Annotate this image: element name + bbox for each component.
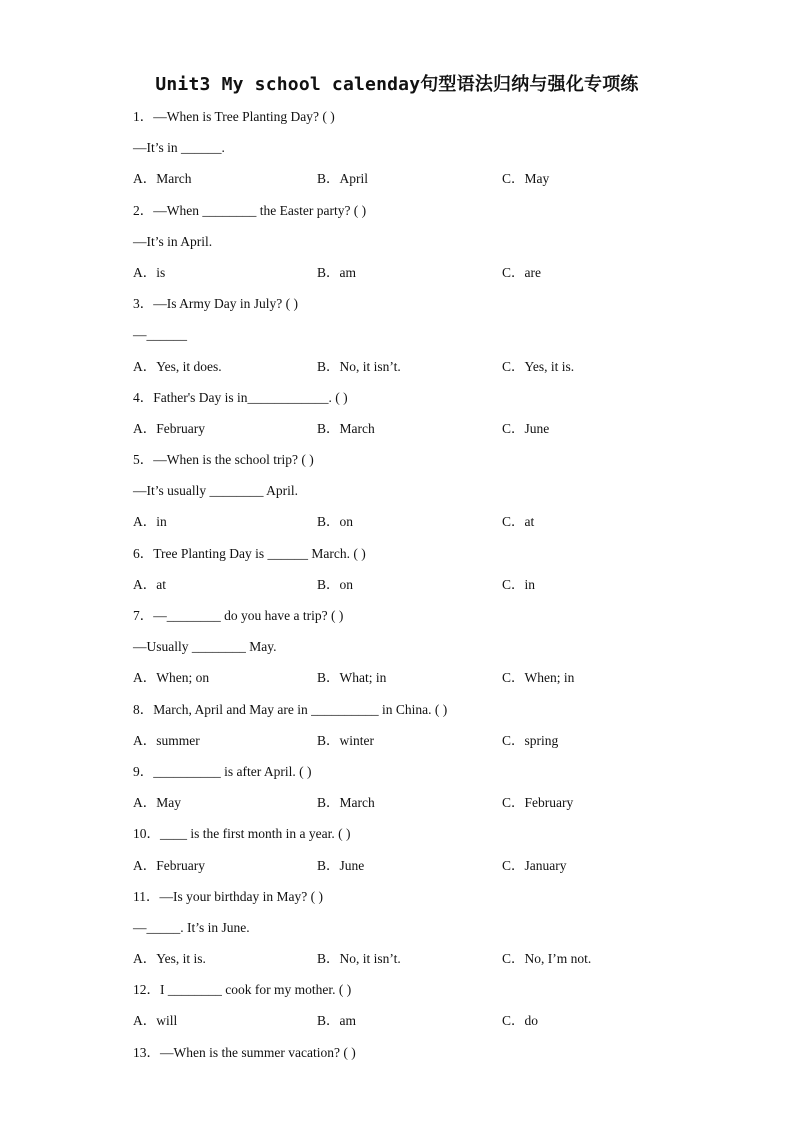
question-text: 2．—When ________ the Easter party? ( ) [133,202,367,218]
option-c: C．spring [502,732,559,748]
option-b: B．April [317,171,369,187]
option-c: C．June [502,420,550,436]
option-b: B．March [317,420,375,436]
answer-options [133,572,733,603]
option-b: B．No, it isn’t. [317,358,401,374]
option-a: A．Yes, it is. [133,951,206,967]
option-b: B．on [317,514,354,530]
option-a: A．is [133,264,166,280]
question-text: 7．—________ do you have a trip? ( ) [133,608,344,623]
question-text: 9．__________ is after April. ( ) [133,763,312,779]
option-c: C．at [502,514,535,530]
option-b: B．March [317,795,375,811]
option-a: A．will [133,1013,178,1029]
option-a: A．Yes, it does. [133,358,222,374]
option-c: C．When; in [502,670,575,686]
question-text: 12．I ________ cook for my mother. ( ) [133,982,352,998]
question-list [133,104,733,1071]
option-b: B．on [317,576,354,592]
question-text: —It’s usually ________ April. [133,483,298,499]
option-b: B．am [317,1013,356,1029]
question-text: 4．Father's Day is in____________. ( ) [133,389,348,405]
question-text: 5．—When is the school trip? ( ) [133,452,314,468]
answer-options [133,354,733,385]
option-b: B．What; in [317,670,387,686]
question-text: 6．Tree Planting Day is ______ March. ( ) [133,545,366,561]
question-text: —______ [133,327,187,343]
option-a: A．February [133,857,205,873]
question-text: —_____. It’s in June. [133,919,250,935]
answer-options [133,509,733,540]
answer-options [133,1008,733,1039]
question-text: 3．—Is Army Day in July? ( ) [133,296,298,312]
page-title: Unit3 My school calenday句型语法归纳与强化专项练 [155,74,639,95]
option-a: A．When; on [133,670,210,686]
option-a: A．in [133,514,167,530]
question-text: —It’s in April. [133,233,213,249]
option-b: B．June [317,857,365,873]
option-c: C．Yes, it is. [502,358,575,374]
option-c: C．in [502,576,536,592]
answer-options [133,946,733,977]
option-a: A．February [133,420,205,436]
option-c: C．do [502,1013,539,1029]
option-b: B．am [317,264,356,280]
answer-options [133,166,733,197]
option-a: A．at [133,576,166,592]
option-c: C．May [502,171,550,187]
option-b: B．winter [317,732,374,748]
option-c: C．No, I’m not. [502,951,592,967]
question-text: 8．March, April and May are in __________ in China. ( ) [133,701,448,717]
answer-options [133,416,733,447]
option-a: A．March [133,171,192,187]
answer-options [133,665,733,696]
option-b: B．No, it isn’t. [317,951,401,967]
option-c: C．January [502,857,567,873]
option-c: C．are [502,264,541,280]
question-text: —It’s in ______. [133,140,225,156]
question-text: 11．—Is your birthday in May? ( ) [133,888,323,904]
question-text: 1．—When is Tree Planting Day? ( ) [133,109,335,124]
answer-options [133,853,733,884]
option-a: A．summer [133,732,200,748]
option-a: A．May [133,795,181,811]
question-text: —Usually ________ May. [133,639,277,655]
option-c: C．February [502,795,574,811]
answer-options [133,260,733,291]
question-text: 10．____ is the first month in a year. ( ) [133,826,351,842]
answer-options [133,790,733,821]
answer-options [133,728,733,759]
question-text: 13．—When is the summer vacation? ( ) [133,1044,356,1060]
